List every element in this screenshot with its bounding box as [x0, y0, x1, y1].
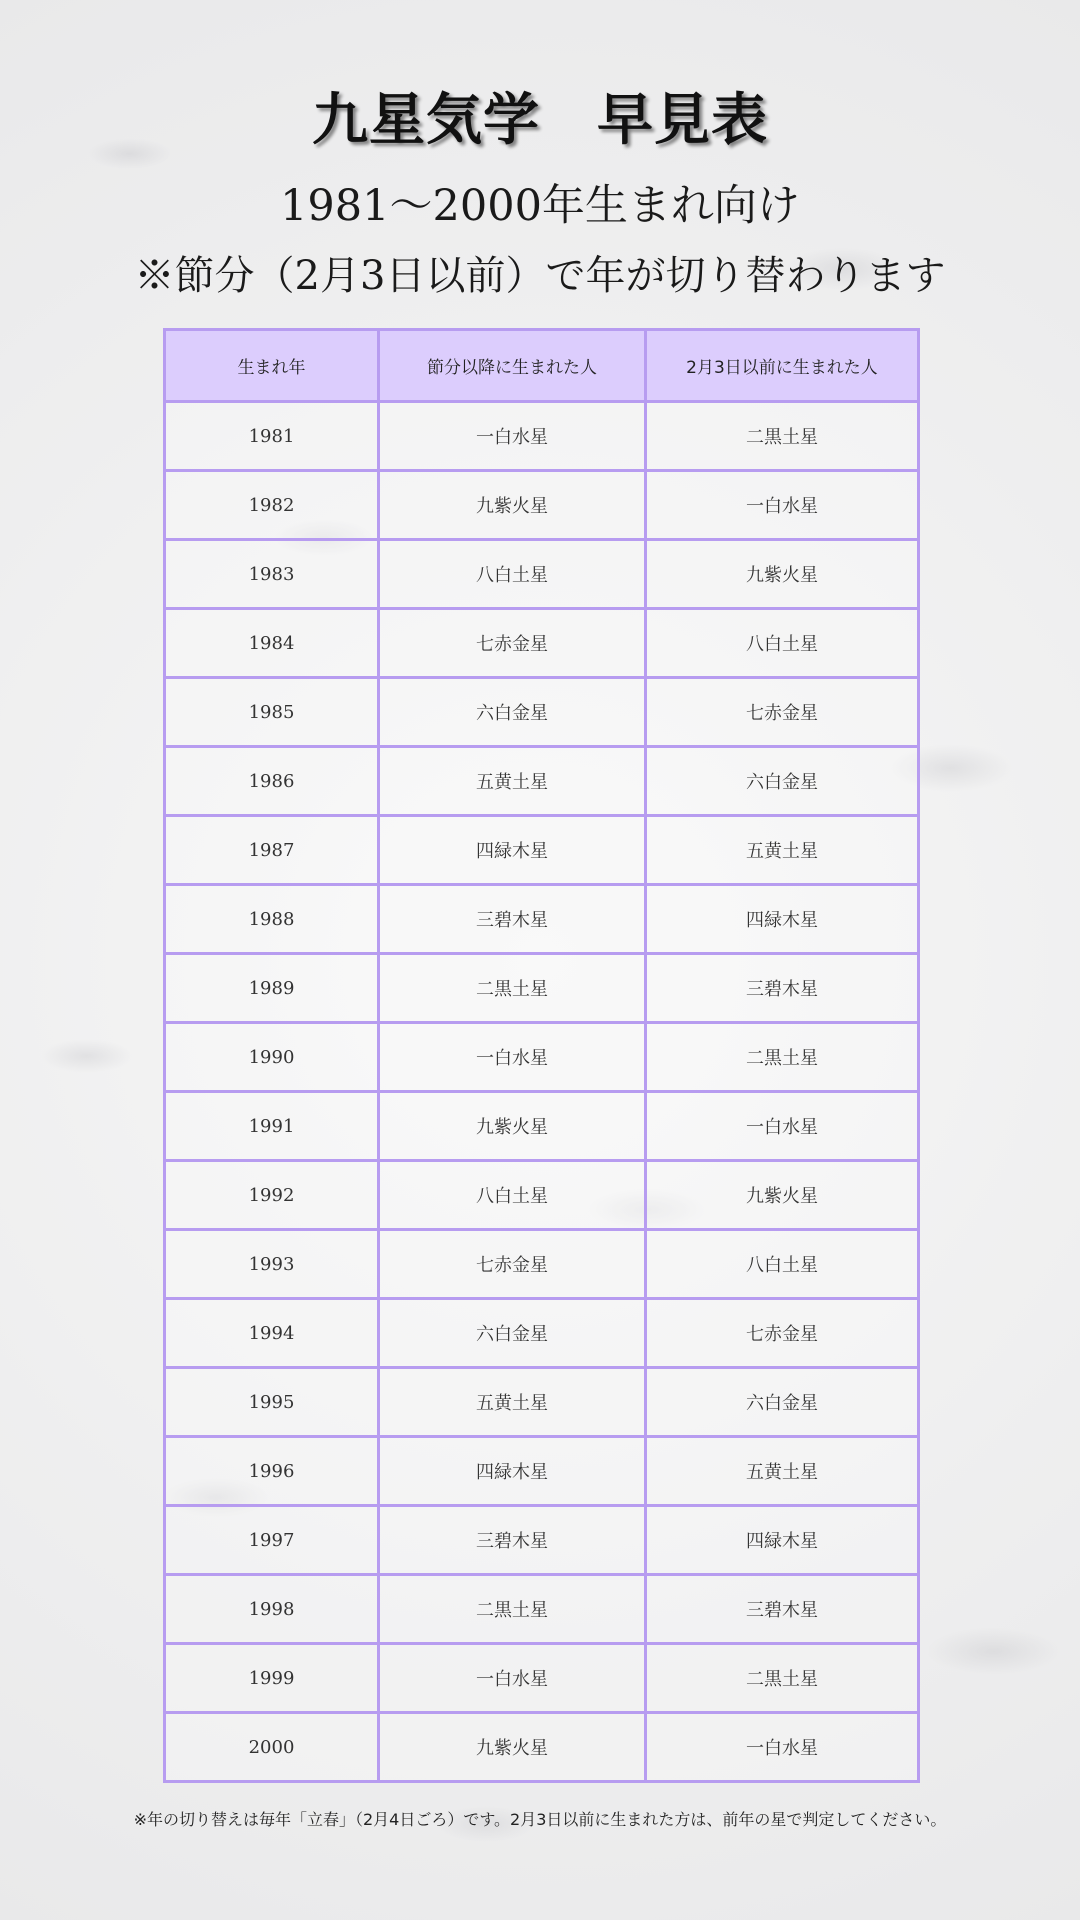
cell-star-before-feb3: 三碧木星 — [646, 954, 919, 1023]
cell-star-after-setsubun: 三碧木星 — [379, 1506, 646, 1575]
header-birth-year: 生まれ年 — [165, 330, 379, 402]
cell-star-before-feb3: 九紫火星 — [646, 1161, 919, 1230]
footnote: ※年の切り替えは毎年「立春」（2月4日ごろ）です。2月3日以前に生まれた方は、前年の星で判定してください。 — [133, 1810, 947, 1829]
cell-star-after-setsubun: 八白土星 — [379, 1161, 646, 1230]
table-row — [165, 1092, 919, 1161]
cell-birth-year: 1987 — [165, 816, 379, 885]
cell-star-before-feb3: 一白水星 — [646, 1092, 919, 1161]
cell-star-after-setsubun: 四緑木星 — [379, 816, 646, 885]
setsubun-note: ※節分（2月3日以前）で年が切り替わります — [134, 253, 946, 299]
cell-star-after-setsubun: 三碧木星 — [379, 885, 646, 954]
cell-star-after-setsubun: 一白水星 — [379, 1644, 646, 1713]
table-header-row — [165, 330, 919, 402]
cell-star-before-feb3: 六白金星 — [646, 747, 919, 816]
cell-star-after-setsubun: 九紫火星 — [379, 1092, 646, 1161]
cell-star-before-feb3: 二黒土星 — [646, 1023, 919, 1092]
table-row — [165, 471, 919, 540]
cell-birth-year: 1982 — [165, 471, 379, 540]
table-row — [165, 1575, 919, 1644]
cell-star-after-setsubun: 九紫火星 — [379, 1713, 646, 1782]
cell-star-after-setsubun: 二黒土星 — [379, 954, 646, 1023]
cell-star-before-feb3: 七赤金星 — [646, 678, 919, 747]
cell-star-before-feb3: 四緑木星 — [646, 885, 919, 954]
table-row — [165, 1368, 919, 1437]
table-row — [165, 1230, 919, 1299]
header-before-feb3: 2月3日以前に生まれた人 — [646, 330, 919, 402]
table-row — [165, 885, 919, 954]
cell-star-after-setsubun: 四緑木星 — [379, 1437, 646, 1506]
cell-star-before-feb3: 七赤金星 — [646, 1299, 919, 1368]
cell-birth-year: 1981 — [165, 402, 379, 471]
cell-birth-year: 1991 — [165, 1092, 379, 1161]
table-row — [165, 1161, 919, 1230]
cell-star-after-setsubun: 一白水星 — [379, 402, 646, 471]
cell-star-before-feb3: 九紫火星 — [646, 540, 919, 609]
cell-star-after-setsubun: 八白土星 — [379, 540, 646, 609]
page-title: 九星気学 早見表 — [312, 88, 768, 153]
cell-star-after-setsubun: 九紫火星 — [379, 471, 646, 540]
cell-star-after-setsubun: 五黄土星 — [379, 1368, 646, 1437]
header-after-setsubun: 節分以降に生まれた人 — [379, 330, 646, 402]
cell-star-before-feb3: 二黒土星 — [646, 402, 919, 471]
cell-birth-year: 1984 — [165, 609, 379, 678]
cell-star-after-setsubun: 二黒土星 — [379, 1575, 646, 1644]
cell-birth-year: 1995 — [165, 1368, 379, 1437]
cell-star-after-setsubun: 七赤金星 — [379, 609, 646, 678]
cell-star-before-feb3: 八白土星 — [646, 1230, 919, 1299]
cell-birth-year: 2000 — [165, 1713, 379, 1782]
table-row — [165, 609, 919, 678]
cell-star-before-feb3: 二黒土星 — [646, 1644, 919, 1713]
cell-star-before-feb3: 一白水星 — [646, 471, 919, 540]
cell-star-after-setsubun: 一白水星 — [379, 1023, 646, 1092]
table-row — [165, 1023, 919, 1092]
cell-birth-year: 1986 — [165, 747, 379, 816]
cell-star-before-feb3: 五黄土星 — [646, 816, 919, 885]
cell-star-before-feb3: 八白土星 — [646, 609, 919, 678]
table-row — [165, 1299, 919, 1368]
cell-birth-year: 1989 — [165, 954, 379, 1023]
cell-birth-year: 1998 — [165, 1575, 379, 1644]
table-row — [165, 540, 919, 609]
table-row — [165, 1644, 919, 1713]
cell-birth-year: 1990 — [165, 1023, 379, 1092]
kyusei-table — [163, 328, 920, 1783]
table-row — [165, 954, 919, 1023]
kyusei-table-container — [163, 328, 917, 1783]
cell-star-after-setsubun: 六白金星 — [379, 678, 646, 747]
cell-star-before-feb3: 三碧木星 — [646, 1575, 919, 1644]
table-row — [165, 816, 919, 885]
table-row — [165, 402, 919, 471]
cell-birth-year: 1994 — [165, 1299, 379, 1368]
cell-birth-year: 1988 — [165, 885, 379, 954]
cell-star-before-feb3: 六白金星 — [646, 1368, 919, 1437]
table-body — [165, 402, 919, 1782]
cell-birth-year: 1992 — [165, 1161, 379, 1230]
page-subtitle: 1981〜2000年生まれ向け — [280, 181, 800, 231]
cell-star-after-setsubun: 五黄土星 — [379, 747, 646, 816]
table-row — [165, 1713, 919, 1782]
cell-star-after-setsubun: 六白金星 — [379, 1299, 646, 1368]
table-row — [165, 1437, 919, 1506]
cell-star-before-feb3: 五黄土星 — [646, 1437, 919, 1506]
cell-star-before-feb3: 四緑木星 — [646, 1506, 919, 1575]
cell-star-before-feb3: 一白水星 — [646, 1713, 919, 1782]
cell-birth-year: 1993 — [165, 1230, 379, 1299]
cell-birth-year: 1983 — [165, 540, 379, 609]
cell-birth-year: 1999 — [165, 1644, 379, 1713]
table-row — [165, 678, 919, 747]
cell-birth-year: 1985 — [165, 678, 379, 747]
cell-birth-year: 1996 — [165, 1437, 379, 1506]
table-row — [165, 1506, 919, 1575]
cell-birth-year: 1997 — [165, 1506, 379, 1575]
cell-star-after-setsubun: 七赤金星 — [379, 1230, 646, 1299]
table-row — [165, 747, 919, 816]
